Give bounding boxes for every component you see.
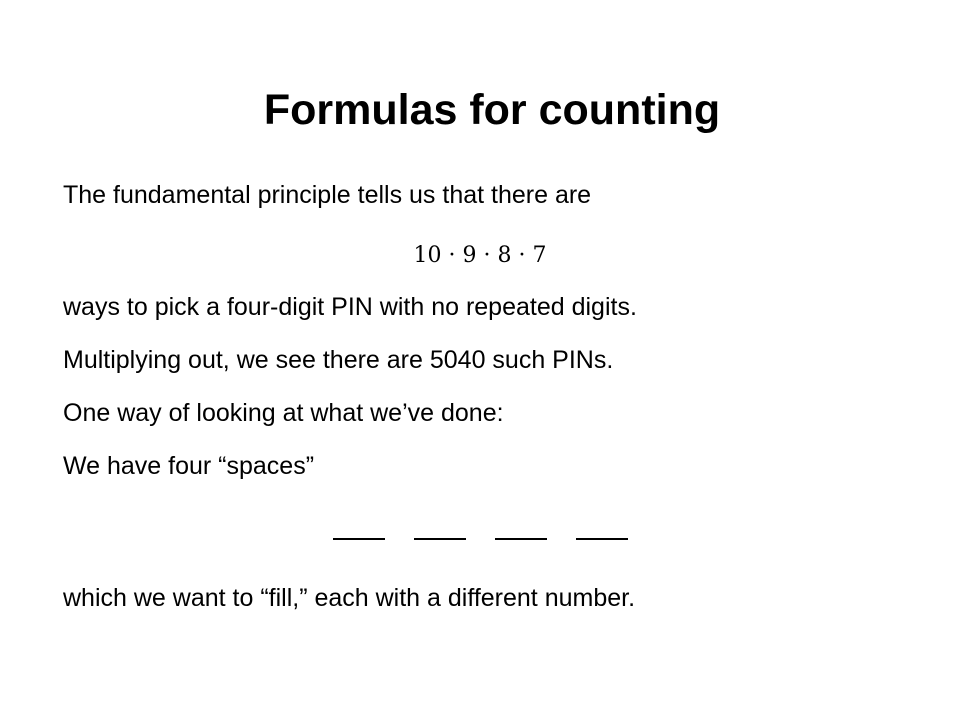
blank-space [576,538,628,540]
text-line-fill-spaces: which we want to “fill,” each with a different number. [63,584,636,612]
blank-space [495,538,547,540]
blank-spaces [0,538,960,548]
blank-space [414,538,466,540]
text-line-one-way: One way of looking at what we’ve done: [63,399,504,427]
slide-title: Formulas for counting [263,86,721,134]
product-formula: 10 · 9 · 8 · 7 [413,243,547,268]
blank-space [333,538,385,540]
text-line-multiplying-out: Multiplying out, we see there are 5040 such PINs. [63,346,614,374]
text-line-fundamental-principle: The fundamental principle tells us that there are [63,181,592,209]
text-line-pin-ways: ways to pick a four-digit PIN with no repeated digits. [63,293,637,321]
text-line-four-spaces: We have four “spaces” [63,452,315,480]
